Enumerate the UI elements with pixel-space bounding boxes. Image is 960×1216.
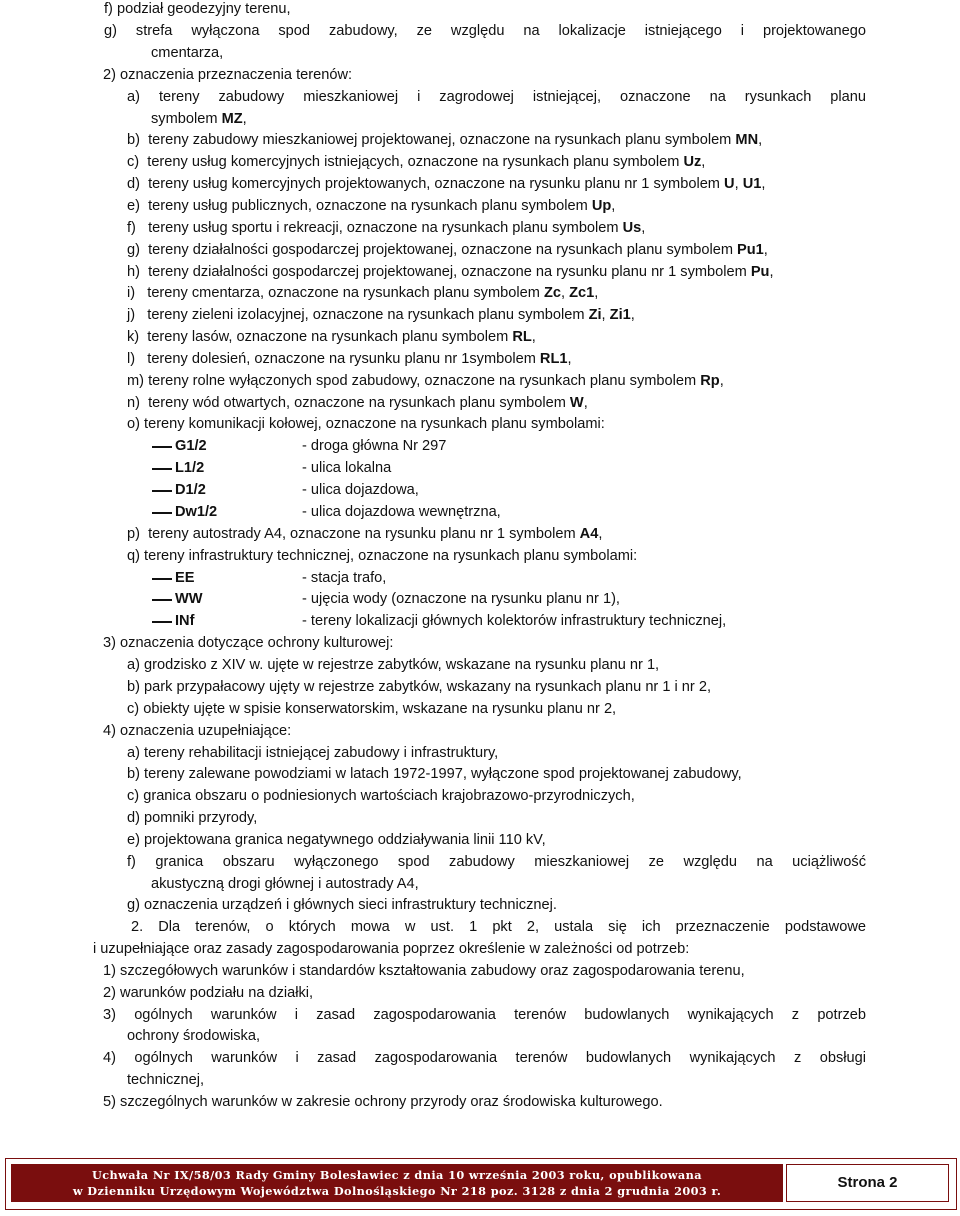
page-footer: [5, 1158, 957, 1210]
text-line: n) tereny wód otwartych, oznaczone na rysunkach planu symbolem W,: [127, 395, 588, 411]
text-line: d) pomniki przyrody,: [127, 810, 258, 826]
text-line: e) tereny usług publicznych, oznaczone na rysunkach planu symbolem Up,: [127, 198, 616, 214]
symbol-description: - droga główna Nr 297: [302, 438, 447, 454]
symbol-code: L1/2: [175, 460, 205, 476]
dash-bullet: [152, 578, 172, 580]
text-line: a) tereny zabudowy mieszkaniowej i zagrodowej istniejącej, oznaczone na rysunkach planu: [127, 89, 866, 105]
text-line: d) tereny usług komercyjnych projektowanych, oznaczone na rysunku planu nr 1 symbolem U, U1,: [127, 176, 766, 192]
symbol-code: D1/2: [175, 482, 206, 498]
text-line: a) tereny rehabilitacji istniejącej zabudowy i infrastruktury,: [127, 745, 499, 761]
text-line: 3) oznaczenia dotyczące ochrony kulturowej:: [103, 635, 394, 651]
text-line: q) tereny infrastruktury technicznej, oznaczone na rysunkach planu symbolami:: [127, 548, 638, 564]
text-line: e) projektowana granica negatywnego oddziaływania linii 110 kV,: [127, 832, 546, 848]
text-line: technicznej,: [127, 1072, 205, 1088]
text-line: ochrony środowiska,: [127, 1028, 261, 1044]
text-line: c) granica obszaru o podniesionych wartościach krajobrazowo-przyrodniczych,: [127, 788, 635, 804]
text-line: f) granica obszaru wyłączonego spod zabudowy mieszkaniowej ze względu na uciążliwość: [127, 854, 866, 870]
dash-bullet: [152, 446, 172, 448]
text-line: k) tereny lasów, oznaczone na rysunkach planu symbolem RL,: [127, 329, 536, 345]
text-line: j) tereny zieleni izolacyjnej, oznaczone na rysunkach planu symbolem Zi, Zi1,: [127, 307, 635, 323]
text-line: g) tereny działalności gospodarczej projektowanej, oznaczone na rysunkach planu symbolem Pu1,: [127, 242, 768, 258]
text-line: 4) ogólnych warunków i zasad zagospodarowania terenów budowlanych wynikających z obsługi: [103, 1050, 866, 1066]
symbol-code: INf: [175, 613, 195, 629]
text-line: g) oznaczenia urządzeń i głównych sieci infrastruktury technicznej.: [127, 897, 557, 913]
text-line: p) tereny autostrady A4, oznaczone na rysunku planu nr 1 symbolem A4,: [127, 526, 603, 542]
text-line: 2. Dla terenów, o których mowa w ust. 1 pkt 2, ustala się ich przeznaczenie podstawowe: [131, 919, 866, 935]
text-line: symbolem MZ,: [151, 111, 247, 127]
symbol-description: - tereny lokalizacji głównych kolektorów infrastruktury technicznej,: [302, 613, 727, 629]
text-line: 2) warunków podziału na działki,: [103, 985, 314, 1001]
text-line: f) tereny usług sportu i rekreacji, oznaczone na rysunkach planu symbolem Us,: [127, 220, 646, 236]
text-line: b) tereny zalewane powodziami w latach 1972-1997, wyłączone spod projektowanej zabudowy,: [127, 766, 742, 782]
text-line: c) obiekty ujęte w spisie konserwatorskim, wskazane na rysunku planu nr 2,: [127, 701, 617, 717]
symbol-description: - ujęcia wody (oznaczone na rysunku planu nr 1),: [302, 591, 620, 607]
text-line: a) grodzisko z XIV w. ujęte w rejestrze zabytków, wskazane na rysunku planu nr 1,: [127, 657, 660, 673]
text-line: 2) oznaczenia przeznaczenia terenów:: [103, 67, 353, 83]
symbol-description: - ulica lokalna: [302, 460, 392, 476]
text-line: c) tereny usług komercyjnych istniejących, oznaczone na rysunkach planu symbolem Uz,: [127, 154, 706, 170]
text-line: l) tereny dolesień, oznaczone na rysunku planu nr 1symbolem RL1,: [127, 351, 572, 367]
publication-line-2: w Dzienniku Urzędowym Województwa Dolnośląskiego Nr 218 poz. 3128 z dnia 2 grudnia 2003 r.: [72, 1184, 722, 1198]
symbol-code: Dw1/2: [175, 504, 218, 520]
text-line: cmentarza,: [151, 45, 224, 61]
publication-note: [11, 1164, 783, 1202]
symbol-code: EE: [175, 570, 195, 586]
symbol-description: - stacja trafo,: [302, 570, 387, 586]
publication-line-1: Uchwała Nr IX/58/03 Rady Gminy Bolesławiec z dnia 10 września 2003 roku, opublikowana: [92, 1168, 702, 1182]
symbol-description: - ulica dojazdowa wewnętrzna,: [302, 504, 501, 520]
text-line: akustyczną drogi głównej i autostrady A4,: [151, 876, 419, 892]
text-line: i) tereny cmentarza, oznaczone na rysunkach planu symbolem Zc, Zc1,: [127, 285, 599, 301]
text-line: f) podział geodezyjny terenu,: [104, 1, 291, 17]
text-line: 3) ogólnych warunków i zasad zagospodarowania terenów budowlanych wynikających z potrzeb: [103, 1007, 866, 1023]
dash-bullet: [152, 490, 172, 492]
text-line: g) strefa wyłączona spod zabudowy, ze względu na lokalizacje istniejącego i projektowanego: [104, 23, 866, 39]
text-line: b) park przypałacowy ujęty w rejestrze zabytków, wskazany na rysunkach planu nr 1 i nr 2,: [127, 679, 712, 695]
page-number: Strona 2: [786, 1164, 949, 1202]
dash-bullet: [152, 468, 172, 470]
dash-bullet: [152, 512, 172, 514]
dash-bullet: [152, 599, 172, 601]
text-line: b) tereny zabudowy mieszkaniowej projektowanej, oznaczone na rysunkach planu symbolem MN,: [127, 132, 763, 148]
text-line: h) tereny działalności gospodarczej projektowanej, oznaczone na rysunku planu nr 1 symbolem Pu,: [127, 264, 774, 280]
text-line: 5) szczególnych warunków w zakresie ochrony przyrody oraz środowiska kulturowego.: [103, 1094, 663, 1110]
symbol-code: WW: [175, 591, 203, 607]
symbol-description: - ulica dojazdowa,: [302, 482, 419, 498]
symbol-code: G1/2: [175, 438, 207, 454]
text-line: o) tereny komunikacji kołowej, oznaczone na rysunkach planu symbolami:: [127, 416, 605, 432]
text-line: 1) szczegółowych warunków i standardów kształtowania zabudowy oraz zagospodarowania terenu,: [103, 963, 745, 979]
text-line: 4) oznaczenia uzupełniające:: [103, 723, 292, 739]
text-line: i uzupełniające oraz zasady zagospodarowania poprzez określenie w zależności od potrzeb:: [93, 941, 690, 957]
text-line: m) tereny rolne wyłączonych spod zabudowy, oznaczone na rysunkach planu symbolem Rp,: [127, 373, 724, 389]
dash-bullet: [152, 621, 172, 623]
